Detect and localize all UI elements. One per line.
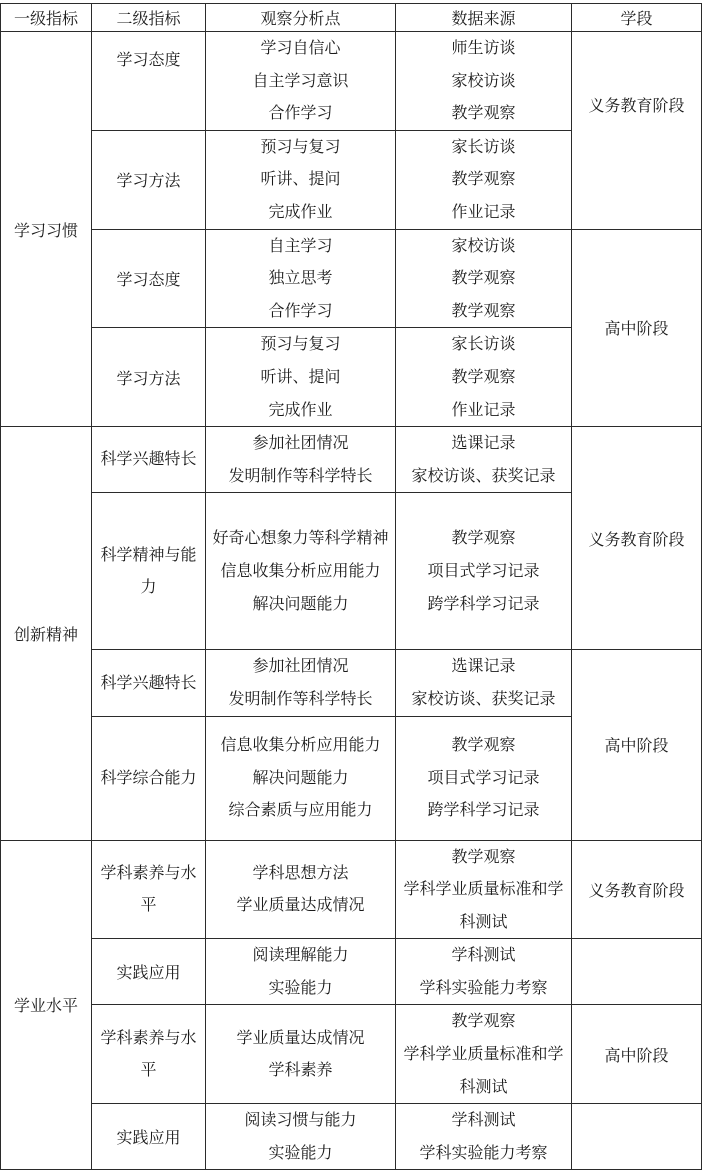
point-item: 参加社团情况	[252, 433, 349, 453]
point-item: 学业质量达成情况	[236, 895, 365, 915]
level2-cell: 学科素养与水平	[92, 1005, 206, 1104]
points-cell	[206, 427, 396, 493]
level2-cell: 学习态度	[92, 32, 206, 131]
source-item: 家长访谈	[451, 136, 516, 156]
source-item: 项目式学习记录	[427, 767, 540, 787]
point-item: 好奇心想象力等科学精神	[212, 528, 389, 548]
point-item: 自主学习	[268, 235, 333, 255]
sources-cell	[396, 32, 572, 131]
level2-cell: 学习态度	[92, 229, 206, 328]
stage-cell-empty	[572, 1104, 702, 1170]
point-item: 完成作业	[268, 399, 333, 419]
point-item: 预习与复习	[260, 334, 341, 354]
source-item: 学科测试	[451, 1110, 516, 1130]
source-item: 教学观察	[451, 366, 516, 386]
points-cell	[206, 716, 396, 840]
header-points: 观察分析点	[206, 4, 396, 32]
header-row	[1, 4, 702, 32]
source-item: 学科实验能力考察	[419, 1142, 548, 1162]
point-item: 实验能力	[268, 1142, 333, 1162]
points-cell	[206, 1104, 396, 1170]
sources-cell	[396, 493, 572, 650]
level2-cell: 学科素养与水平	[92, 840, 206, 939]
stage-cell: 高中阶段	[572, 1005, 702, 1104]
source-item: 作业记录	[451, 201, 516, 221]
source-item: 项目式学习记录	[427, 561, 540, 581]
points-cell	[206, 328, 396, 427]
point-item: 独立思考	[268, 268, 333, 288]
point-item: 信息收集分析应用能力	[220, 735, 381, 755]
source-item: 教学观察	[451, 103, 516, 123]
points-cell	[206, 229, 396, 328]
points-cell	[206, 939, 396, 1005]
point-item: 阅读理解能力	[252, 945, 349, 965]
point-item: 学业质量达成情况	[236, 1027, 365, 1047]
level1-cell: 学业水平	[1, 840, 92, 1170]
table-row	[1, 840, 702, 939]
header-level1: 一级指标	[1, 4, 92, 32]
points-cell	[206, 493, 396, 650]
sources-cell	[396, 427, 572, 493]
header-level2: 二级指标	[92, 4, 206, 32]
table-row	[1, 650, 702, 716]
point-item: 阅读习惯与能力	[244, 1110, 357, 1130]
source-item: 教学观察	[451, 528, 516, 548]
source-item: 学科学业质量标准和学科测试	[403, 1044, 564, 1096]
sources-cell	[396, 840, 572, 939]
source-item: 学科测试	[451, 945, 516, 965]
points-cell	[206, 130, 396, 229]
sources-cell	[396, 229, 572, 328]
stage-cell: 义务教育阶段	[572, 840, 702, 939]
point-item: 自主学习意识	[252, 70, 349, 90]
table-row	[1, 1104, 702, 1170]
stage-cell-empty	[572, 939, 702, 1005]
sources-cell	[396, 130, 572, 229]
point-item: 学科思想方法	[252, 862, 349, 882]
source-item: 教学观察	[451, 846, 516, 866]
source-item: 教学观察	[451, 169, 516, 189]
table-row	[1, 1005, 702, 1104]
point-item: 完成作业	[268, 201, 333, 221]
level2-cell: 科学兴趣特长	[92, 427, 206, 493]
point-item: 信息收集分析应用能力	[220, 561, 381, 581]
level2-cell: 科学精神与能力	[92, 493, 206, 650]
stage-cell: 义务教育阶段	[572, 32, 702, 230]
sources-cell	[396, 328, 572, 427]
point-item: 发明制作等科学特长	[228, 688, 373, 708]
table-row	[1, 32, 702, 131]
level2-cell: 科学综合能力	[92, 716, 206, 840]
level2-cell: 学习方法	[92, 130, 206, 229]
evaluation-table	[0, 3, 702, 1170]
level2-cell: 学习方法	[92, 328, 206, 427]
level1-cell: 创新精神	[1, 427, 92, 840]
source-item: 学科实验能力考察	[419, 977, 548, 997]
level2-cell: 科学兴趣特长	[92, 650, 206, 716]
table-row	[1, 229, 702, 328]
sources-cell	[396, 939, 572, 1005]
level2-cell: 实践应用	[92, 1104, 206, 1170]
source-item: 跨学科学习记录	[427, 593, 540, 613]
source-item: 教学观察	[451, 300, 516, 320]
point-item: 合作学习	[268, 103, 333, 123]
source-item: 选课记录	[451, 656, 516, 676]
level1-cell: 学习习惯	[1, 32, 92, 427]
level2-cell: 实践应用	[92, 939, 206, 1005]
points-cell	[206, 840, 396, 939]
stage-cell: 义务教育阶段	[572, 427, 702, 650]
source-item: 学科学业质量标准和学科测试	[403, 879, 564, 931]
source-item: 作业记录	[451, 399, 516, 419]
sources-cell	[396, 1005, 572, 1104]
point-item: 预习与复习	[260, 136, 341, 156]
source-item: 家校访谈	[451, 235, 516, 255]
source-item: 师生访谈	[451, 38, 516, 57]
source-item: 家校访谈、获奖记录	[411, 688, 556, 708]
table-row	[1, 939, 702, 1005]
source-item: 跨学科学习记录	[427, 800, 540, 820]
point-item: 解决问题能力	[252, 593, 349, 613]
source-item: 家长访谈	[451, 334, 516, 354]
source-item: 教学观察	[451, 268, 516, 288]
points-cell	[206, 650, 396, 716]
point-item: 学科素养	[268, 1060, 333, 1080]
header-sources: 数据来源	[396, 4, 572, 32]
source-item: 家校访谈、获奖记录	[411, 465, 556, 485]
header-stage: 学段	[572, 4, 702, 32]
stage-cell: 高中阶段	[572, 650, 702, 840]
source-item: 教学观察	[451, 735, 516, 755]
point-item: 合作学习	[268, 300, 333, 320]
table-row	[1, 427, 702, 493]
source-item: 选课记录	[451, 433, 516, 453]
point-item: 学习自信心	[260, 38, 341, 57]
source-item: 家校访谈	[451, 70, 516, 90]
points-cell	[206, 1005, 396, 1104]
point-item: 实验能力	[268, 977, 333, 997]
point-item: 听讲、提问	[260, 366, 341, 386]
sources-cell	[396, 650, 572, 716]
sources-cell	[396, 716, 572, 840]
sources-cell	[396, 1104, 572, 1170]
source-item: 教学观察	[451, 1011, 516, 1031]
stage-cell: 高中阶段	[572, 229, 702, 427]
points-cell	[206, 32, 396, 131]
point-item: 听讲、提问	[260, 169, 341, 189]
point-item: 发明制作等科学特长	[228, 465, 373, 485]
point-item: 解决问题能力	[252, 767, 349, 787]
point-item: 参加社团情况	[252, 656, 349, 676]
point-item: 综合素质与应用能力	[228, 800, 373, 820]
